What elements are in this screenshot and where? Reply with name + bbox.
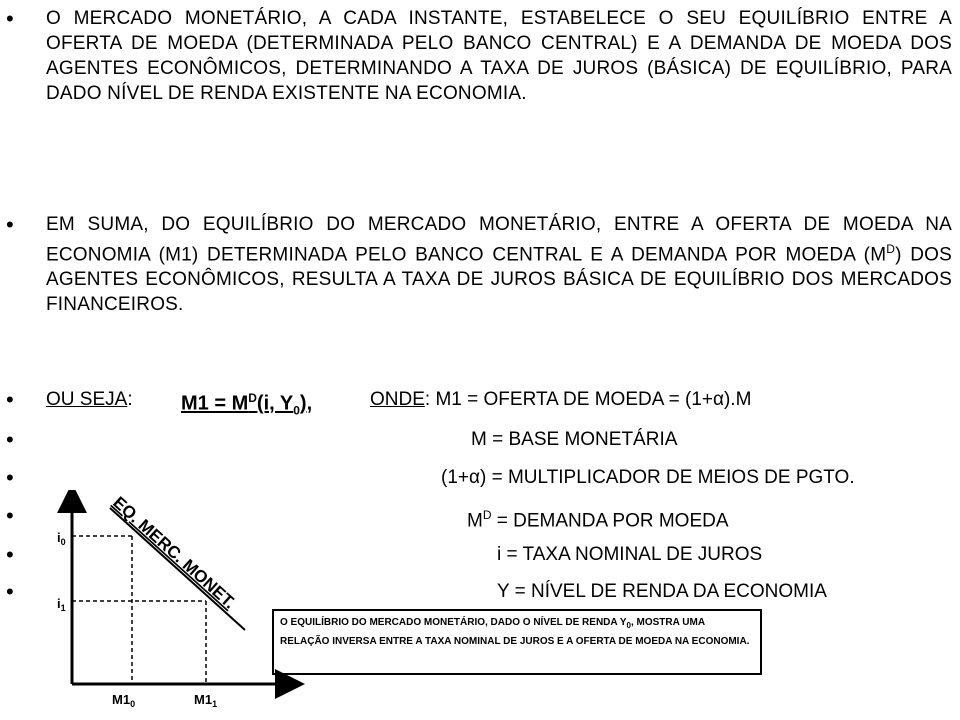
curve-label: EQ. MERC. MONET. xyxy=(109,492,240,613)
note-text-b: , MOSTRA UMA RELAÇÃO INVERSA ENTRE A TAXA NOMINAL DE JUROS E A OFERTA DE MOEDA NA ECONOMIA. xyxy=(280,617,750,647)
bullet-3: • xyxy=(6,387,14,412)
note-box xyxy=(272,609,762,675)
summary-sup: D xyxy=(886,242,896,256)
bullet-6: • xyxy=(6,503,14,528)
def-demanda xyxy=(467,503,729,533)
def-multiplicador xyxy=(441,465,855,490)
onde-end: ).M xyxy=(723,389,752,410)
x-tick-m11: $M1_1$ xyxy=(194,692,218,709)
ou-seja-colon: : xyxy=(127,389,133,410)
formula-part-a: M1 = M xyxy=(181,392,249,415)
ou-seja-label: OU SEJA xyxy=(46,389,128,410)
equation-line xyxy=(46,387,133,412)
summary-text-b: ) DOS AGENTES ECONÔMICOS, RESULTA A TAXA DE JUROS BÁSICA DE EQUILÍBRIO DOS MERCADOS FINANCEIROS. xyxy=(46,244,952,316)
note-sub: 0 xyxy=(626,621,631,630)
money-market-diagram xyxy=(40,490,310,718)
summary-text-a: EM SUMA, DO EQUILÍBRIO DO MERCADO MONETÁRIO, ENTRE A OFERTA DE MOEDA NA ECONOMIA (M1) DETERMINADA PELO BANCO CENTRAL E A DEMANDA POR MOEDA (M xyxy=(46,214,952,266)
bullet-4: • xyxy=(6,427,14,452)
onde-line xyxy=(370,387,751,412)
formula-part-b: (i, Y xyxy=(256,392,294,415)
formula-sup: D xyxy=(248,391,257,405)
y-tick-i0: $i_0$ xyxy=(57,530,66,547)
formula-part-c: ), xyxy=(299,392,313,415)
def-taxa-juros: i = TAXA NOMINAL DE JUROS xyxy=(497,544,763,565)
onde-label: ONDE xyxy=(370,389,425,410)
onde-rest: : M1 = OFERTA DE MOEDA = (1+ xyxy=(424,389,713,410)
md-sup: D xyxy=(482,508,492,522)
md-a: M xyxy=(467,510,483,532)
mult-alpha: α xyxy=(469,467,480,488)
alpha-symbol: α xyxy=(713,389,724,410)
bullet-8: • xyxy=(6,579,14,604)
paragraph-summary xyxy=(46,212,952,317)
bullet-7: • xyxy=(6,542,14,567)
bullet-1: • xyxy=(6,6,14,31)
mult-b: ) = MULTIPLICADOR DE MEIOS DE PGTO. xyxy=(479,467,855,488)
bullet-2: • xyxy=(6,212,14,237)
equilibrium-curve xyxy=(110,508,245,630)
def-renda: Y = NÍVEL DE RENDA DA ECONOMIA xyxy=(497,581,827,602)
formula-sub: 0 xyxy=(293,403,300,418)
y-tick-i1: $i_1$ xyxy=(57,596,66,613)
paragraph-equilibrium: O MERCADO MONETÁRIO, A CADA INSTANTE, ESTABELECE O SEU EQUILÍBRIO ENTRE A OFERTA DE MOEDA (DETERMINADA PELO BANCO CENTRAL) E A DEMANDA DE MOEDA DOS AGENTES ECONÔMICOS, DETERMINANDO A TAXA DE JUROS (BÁSICA) DE EQUILÍBRIO, PARA DADO NÍVEL DE RENDA EXISTENTE NA ECONOMIA. xyxy=(46,8,952,104)
md-b: = DEMANDA POR MOEDA xyxy=(491,510,729,532)
def-base-monetaria: M = BASE MONETÁRIA xyxy=(471,429,678,450)
x-tick-m10: $M1_0$ xyxy=(112,692,136,709)
equation-formula xyxy=(181,386,312,424)
mult-a: (1+ xyxy=(441,467,469,488)
bullet-5: • xyxy=(6,465,14,490)
note-text-a: O EQUILÍBRIO DO MERCADO MONETÁRIO, DADO O NÍVEL DE RENDA Y xyxy=(280,617,627,628)
